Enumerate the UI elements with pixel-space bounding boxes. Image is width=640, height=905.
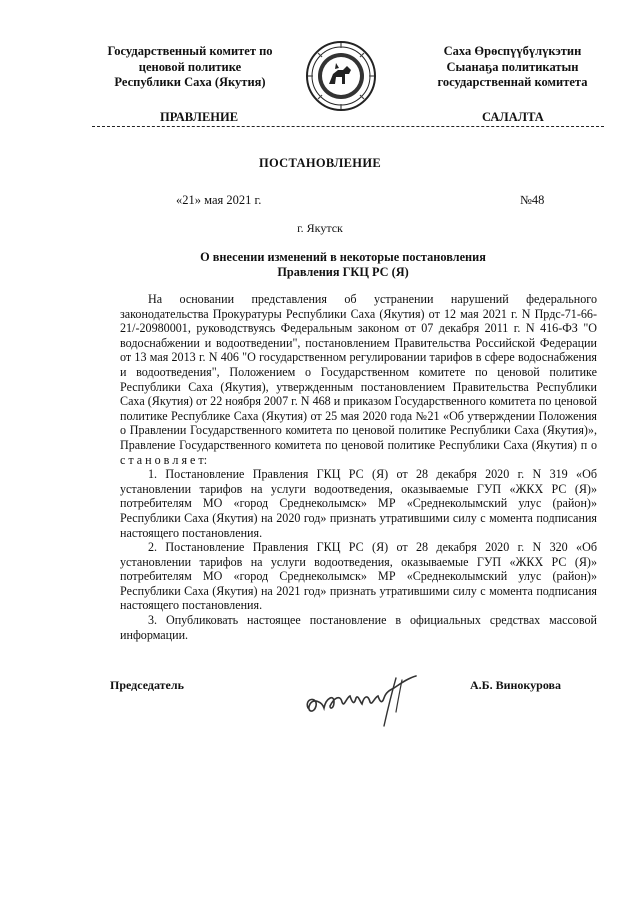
committee-name-sakha-line-3: государственнай комитета — [437, 75, 588, 89]
department-sakha: САЛАЛТА — [482, 110, 544, 124]
document-city: г. Якутск — [297, 221, 343, 235]
department-russian: ПРАВЛЕНИЕ — [160, 110, 239, 124]
header-divider — [92, 126, 604, 129]
sakha-republic-emblem-icon — [305, 40, 377, 112]
committee-name-sakha — [420, 44, 605, 91]
committee-name-line-3: Республики Саха (Якутия) — [114, 75, 266, 89]
committee-name-sakha-line-1: Саха Өрөспүүбүлүкэтин — [443, 44, 582, 58]
document-date: «21» мая 2021 г. — [176, 193, 262, 207]
signatory-position: Председатель — [110, 678, 184, 692]
preamble-paragraph: На основании представления об устранении нарушений федерального законодательства Прокуратуры Республики Саха (Якутия) от 12 мая 2021 г. N Прдс-71-66-21/-20980001, руководствуясь Федеральным законом от 07 декабря 2011 г. N 416-ФЗ "О водоснабжении и водоотведении", постановлением Правительства Российской Федерации от 13 мая 2013 г. N 406 "О государственном регулировании тарифов в сфере водоснабжения и водоотведения", Положением о Государственном комитете по ценовой политике Республики Саха (Якутия), утвержденным постановлением Правительства Республики Саха (Якутия) от 22 ноября 2007 г. N 468 и приказом Государственного комитета по ценовой политике Республике Саха (Якутия) от 25 мая 2020 года №21 «Об утверждении Положения о Правлении Государственного комитета по ценовой политике Республики Саха (Якутия)», Правление Государственного комитета по ценовой политике Республики Саха (Якутия) п о с т а н о в л я е т: — [120, 292, 597, 467]
document-subject — [0, 250, 640, 279]
committee-name-line-2: ценовой политике — [138, 59, 242, 74]
clause-3-paragraph: 3. Опубликовать настоящее постановление в официальных средствах массовой информации. — [120, 613, 597, 642]
clause-2-paragraph: 2. Постановление Правления ГКЦ РС (Я) от 28 декабря 2020 г. N 320 «Об установлении тарифов на услуги водоотведения, оказываемые ГУП «ЖКХ РС (Я)» потребителям МО «город Среднеколымск» МР «Среднеколымский улус (район)» Республики Саха (Якутия) на 2021 год» признать утратившими силу с момента подписания настоящего постановления. — [120, 540, 597, 613]
committee-name-russian — [90, 44, 290, 91]
document-body — [120, 292, 597, 642]
signatory-name: А.Б. Винокурова — [470, 678, 562, 692]
committee-name-line-1: Государственный комитет по — [107, 44, 273, 58]
subject-line-2: Правления ГКЦ РС (Я) — [277, 264, 409, 279]
document-number: №48 — [520, 193, 545, 207]
document-title: ПОСТАНОВЛЕНИЕ — [258, 156, 381, 170]
subject-line-1: О внесении изменений в некоторые постановления — [200, 250, 486, 264]
clause-1-paragraph: 1. Постановление Правления ГКЦ РС (Я) от 28 декабря 2020 г. N 319 «Об установлении тарифов на услуги водоотведения, оказываемые ГУП «ЖКХ РС (Я)» потребителям МО «город Среднеколымск» МР «Среднеколымский улус (район)» Республики Саха (Якутия) на 2020 год» признать утратившими силу с момента подписания настоящего постановления. — [120, 467, 597, 540]
committee-name-sakha-line-2: Сыанаҕа политикатын — [446, 59, 579, 74]
handwritten-signature-icon — [300, 668, 430, 738]
